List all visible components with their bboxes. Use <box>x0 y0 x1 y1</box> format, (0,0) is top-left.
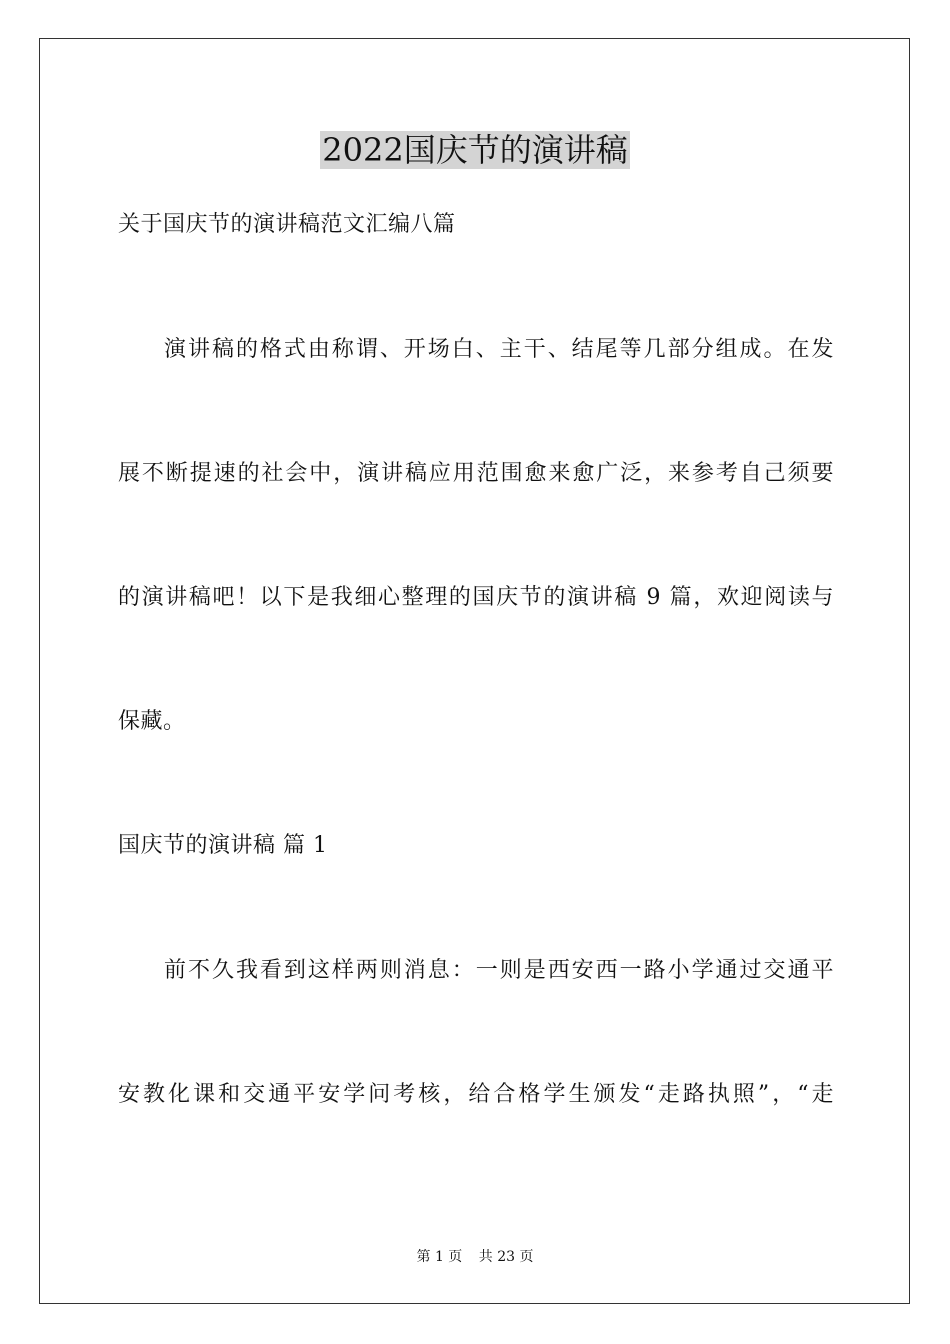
paragraph-line-4: 保藏。 <box>118 709 186 734</box>
subtitle-line: 关于国庆节的演讲稿范文汇编八篇 <box>118 212 456 237</box>
document-title-text: 2022国庆节的演讲稿 <box>322 131 628 169</box>
paragraph-line-6: 安教化课和交通平安学问考核，给合格学生颁发“走路执照”，“走 <box>118 1082 834 1107</box>
paragraph-line-1: 演讲稿的格式由称谓、开场白、主干、结尾等几部分组成。在发 <box>164 337 834 362</box>
paragraph-line-5: 前不久我看到这样两则消息：一则是西安西一路小学通过交通平 <box>164 958 834 983</box>
page-footer <box>0 1247 950 1267</box>
section-heading: 国庆节的演讲稿 篇 1 <box>118 833 328 858</box>
page-number: 第 1 页 <box>416 1249 463 1265</box>
paragraph-line-3: 的演讲稿吧！以下是我细心整理的国庆节的演讲稿 9 篇，欢迎阅读与 <box>118 585 834 610</box>
document-title <box>0 128 950 172</box>
paragraph-line-2: 展不断提速的社会中，演讲稿应用范围愈来愈广泛，来参考自己须要 <box>118 461 834 486</box>
page-total: 共 23 页 <box>478 1249 534 1265</box>
